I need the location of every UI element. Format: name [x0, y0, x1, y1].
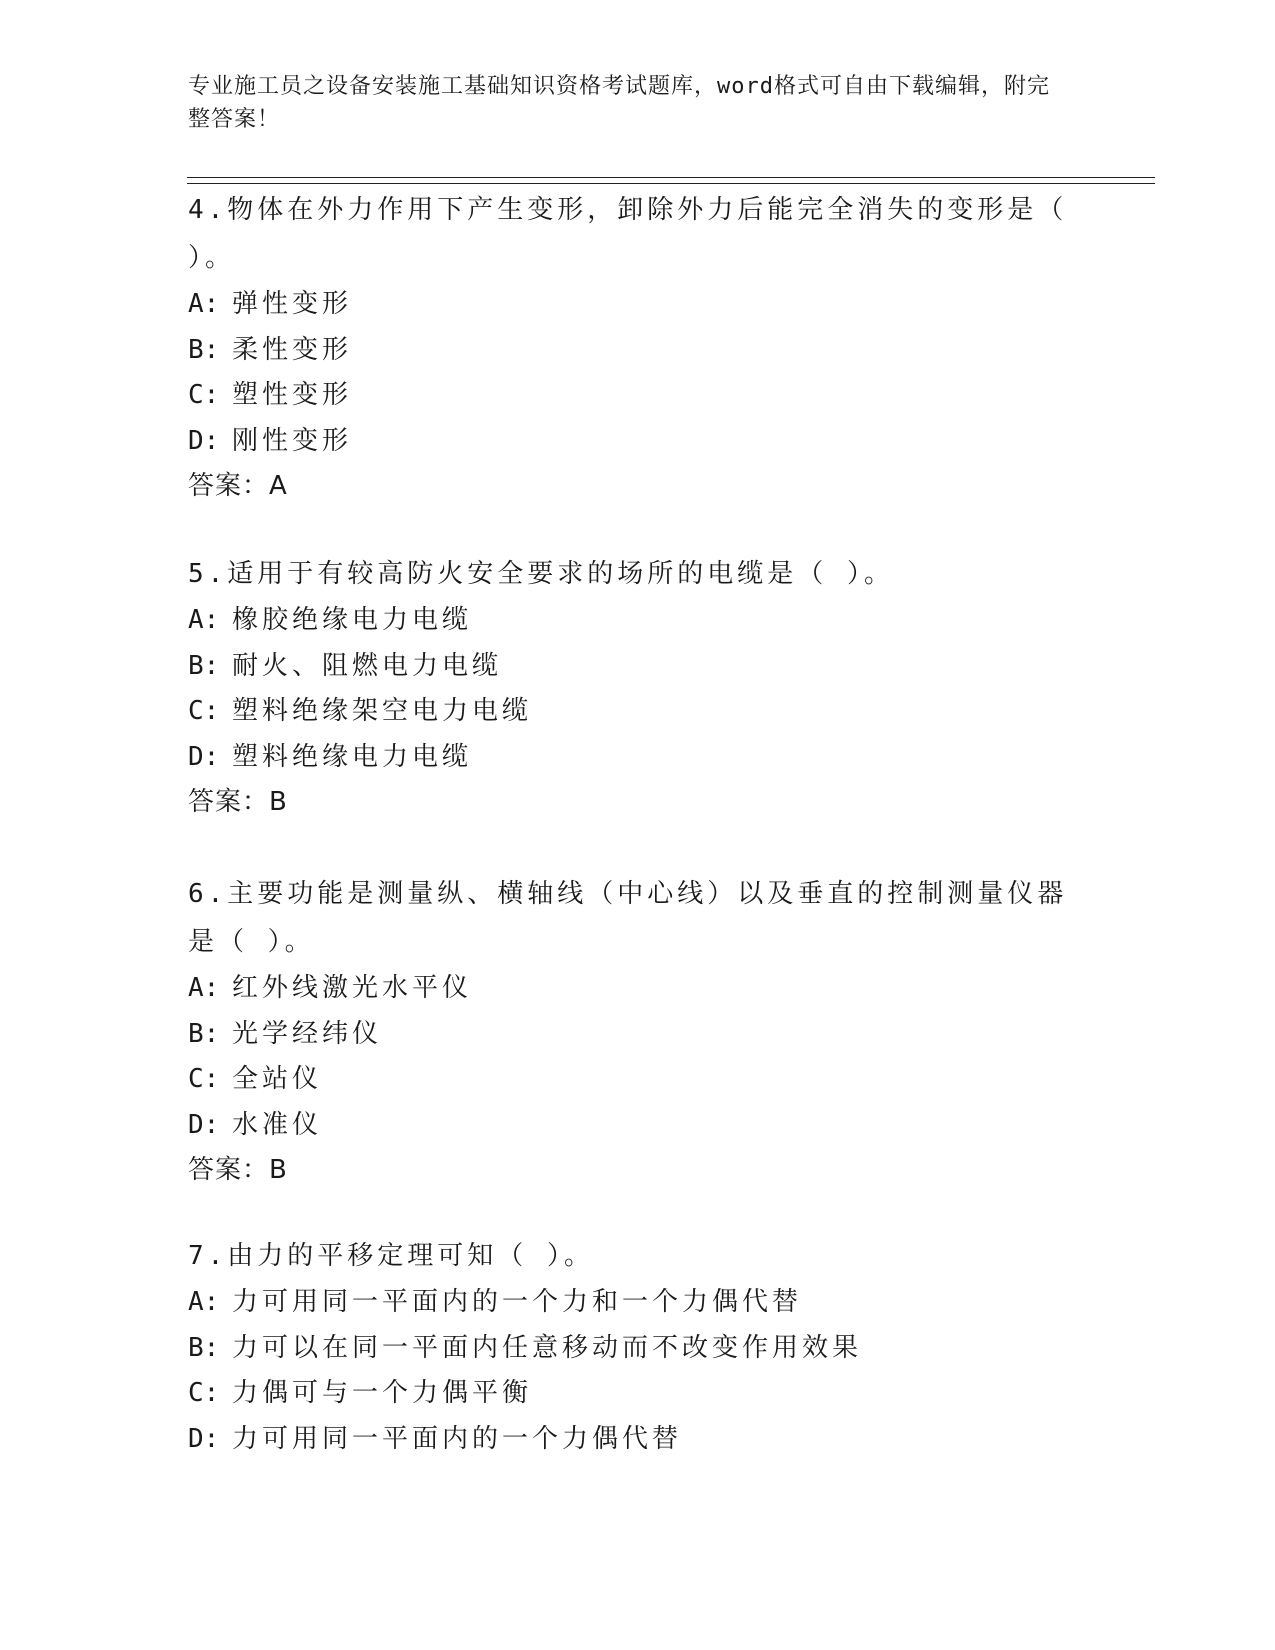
- option-text: 塑料绝缘架空电力电缆: [232, 696, 533, 726]
- option-c: [188, 689, 1088, 735]
- question-5: [188, 550, 1088, 826]
- option-text: 力偶可与一个力偶平衡: [232, 1378, 533, 1408]
- answer-value: B: [269, 1155, 288, 1185]
- document-header: 专业施工员之设备安装施工基础知识资格考试题库，word格式可自由下载编辑，附完整答案！: [188, 74, 1050, 132]
- question-7: [188, 1232, 1088, 1462]
- option-text: 塑料绝缘电力电缆: [232, 741, 473, 772]
- option-key: B:: [188, 1332, 220, 1363]
- answer-label: 答案：: [188, 471, 270, 501]
- answer-line: [188, 780, 1088, 826]
- header-rule-top: [187, 177, 1155, 178]
- option-key: D:: [188, 425, 220, 456]
- answer-label: 答案：: [188, 1155, 270, 1185]
- option-b: [188, 1326, 1088, 1372]
- option-text: 力可用同一平面内的一个力偶代替: [232, 1423, 683, 1454]
- answer-line: [188, 1148, 1088, 1194]
- question-stem: 6.主要功能是测量纵、横轴线（中心线）以及垂直的控制测量仪器是（ ）。: [188, 879, 1068, 957]
- option-key: A:: [188, 289, 220, 319]
- option-key: A:: [188, 605, 220, 635]
- option-text: 橡胶绝缘电力电缆: [232, 605, 473, 635]
- option-b: [188, 644, 1088, 690]
- option-text: 柔性变形: [232, 334, 353, 365]
- option-text: 弹性变形: [232, 289, 353, 319]
- option-c: [188, 373, 1088, 419]
- question-stem: 7.由力的平移定理可知（ ）。: [188, 1241, 594, 1271]
- option-key: A:: [188, 1287, 220, 1317]
- option-key: D:: [188, 741, 220, 772]
- question-stem: 4.物体在外力作用下产生变形，卸除外力后能完全消失的变形是（ ）。: [188, 195, 1068, 273]
- question-4: [188, 186, 1088, 510]
- answer-value: A: [269, 471, 288, 501]
- option-text: 耐火、阻燃电力电缆: [232, 650, 503, 681]
- option-d: [188, 1103, 1088, 1149]
- option-key: C:: [188, 1064, 220, 1094]
- option-text: 水准仪: [232, 1109, 323, 1140]
- option-key: B:: [188, 650, 220, 681]
- option-a: [188, 966, 1088, 1012]
- option-text: 红外线激光水平仪: [232, 973, 473, 1003]
- option-c: [188, 1057, 1088, 1103]
- option-a: [188, 282, 1088, 328]
- option-key: C:: [188, 696, 220, 726]
- option-key: B:: [188, 334, 220, 365]
- option-text: 力可以在同一平面内任意移动而不改变作用效果: [232, 1332, 863, 1363]
- option-d: [188, 735, 1088, 781]
- question-stem: 5.适用于有较高防火安全要求的场所的电缆是（ ）。: [188, 559, 894, 589]
- option-text: 光学经纬仪: [232, 1018, 383, 1049]
- option-key: D:: [188, 1423, 220, 1454]
- option-key: C:: [188, 1378, 220, 1408]
- option-key: C:: [188, 380, 220, 410]
- option-a: [188, 1280, 1088, 1326]
- option-a: [188, 598, 1088, 644]
- option-key: D:: [188, 1109, 220, 1140]
- option-text: 力可用同一平面内的一个力和一个力偶代替: [232, 1287, 803, 1317]
- option-b: [188, 328, 1088, 374]
- answer-label: 答案：: [188, 787, 270, 817]
- option-b: [188, 1012, 1088, 1058]
- header-rule-bottom: [187, 183, 1155, 184]
- answer-value: B: [269, 787, 288, 817]
- option-text: 塑性变形: [232, 380, 353, 410]
- option-text: 全站仪: [232, 1064, 323, 1094]
- option-d: [188, 419, 1088, 465]
- question-6: [188, 870, 1088, 1194]
- option-text: 刚性变形: [232, 425, 353, 456]
- option-key: A:: [188, 973, 220, 1003]
- option-d: [188, 1417, 1088, 1463]
- answer-line: [188, 464, 1088, 510]
- option-c: [188, 1371, 1088, 1417]
- option-key: B:: [188, 1018, 220, 1049]
